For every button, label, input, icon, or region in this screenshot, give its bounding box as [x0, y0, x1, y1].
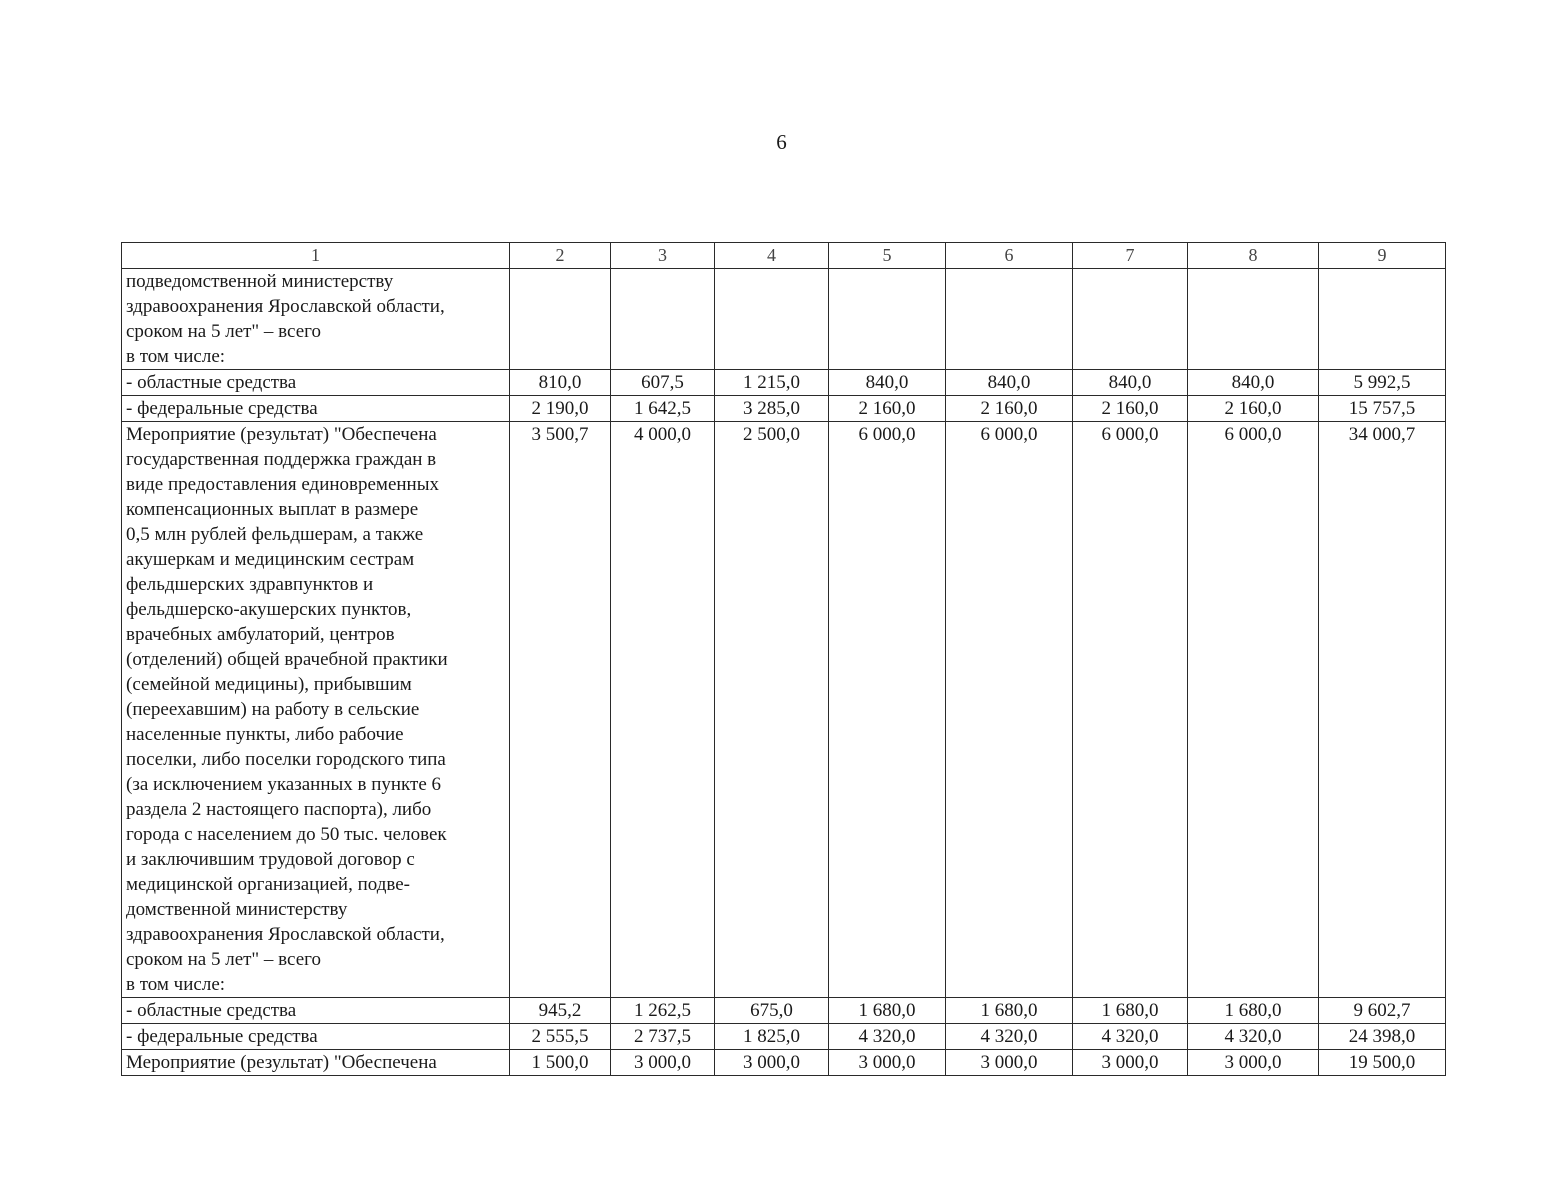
table-row — [122, 370, 1446, 396]
row-label-line: медицинской организацией, подве- — [126, 874, 411, 895]
value-cell-col-3 — [611, 269, 715, 370]
row-label — [122, 998, 510, 1024]
value-cell-col-4: 1 215,0 — [715, 370, 829, 396]
value-cell-col-5: 2 160,0 — [829, 396, 946, 422]
row-label — [122, 1024, 510, 1050]
value-cell-col-4: 3 000,0 — [715, 1050, 829, 1076]
value-cell-col-2: 945,2 — [510, 998, 611, 1024]
value-cell-col-9: 34 000,7 — [1319, 422, 1446, 998]
value-cell-col-9: 9 602,7 — [1319, 998, 1446, 1024]
value-cell-col-4: 2 500,0 — [715, 422, 829, 998]
value-cell-col-7: 4 320,0 — [1073, 1024, 1188, 1050]
value-cell-col-7: 1 680,0 — [1073, 998, 1188, 1024]
header-col-7: 7 — [1073, 243, 1188, 269]
value-cell-col-6: 4 320,0 — [946, 1024, 1073, 1050]
row-label-line: здравоохранения Ярославской области, — [126, 924, 445, 945]
row-label-line: - федеральные средства — [126, 1026, 318, 1047]
value-cell-col-8 — [1188, 269, 1319, 370]
value-cell-col-9: 15 757,5 — [1319, 396, 1446, 422]
row-label-line: фельдшерских здравпунктов и — [126, 574, 374, 595]
row-label-line: в том числе: — [126, 974, 226, 995]
row-label-line: подведомственной министерству — [126, 271, 394, 292]
value-cell-col-8: 4 320,0 — [1188, 1024, 1319, 1050]
value-cell-col-6: 6 000,0 — [946, 422, 1073, 998]
header-col-6: 6 — [946, 243, 1073, 269]
value-cell-col-6 — [946, 269, 1073, 370]
value-cell-col-8: 1 680,0 — [1188, 998, 1319, 1024]
value-cell-col-6: 3 000,0 — [946, 1050, 1073, 1076]
header-col-5: 5 — [829, 243, 946, 269]
table-row — [122, 269, 1446, 370]
row-label-line: (отделений) общей врачебной практики — [126, 649, 448, 670]
row-label — [122, 396, 510, 422]
value-cell-col-6: 1 680,0 — [946, 998, 1073, 1024]
value-cell-col-2: 2 555,5 — [510, 1024, 611, 1050]
value-cell-col-5: 840,0 — [829, 370, 946, 396]
page-number: 6 — [776, 130, 787, 154]
row-label-line: и заключившим трудовой договор с — [126, 849, 415, 870]
value-cell-col-3: 2 737,5 — [611, 1024, 715, 1050]
value-cell-col-8: 6 000,0 — [1188, 422, 1319, 998]
value-cell-col-5 — [829, 269, 946, 370]
row-label-line: 0,5 млн рублей фельдшерам, а также — [126, 524, 424, 545]
row-label-line: поселки, либо поселки городского типа — [126, 749, 446, 770]
row-label-line: сроком на 5 лет" – всего — [126, 949, 321, 970]
table-row — [122, 1050, 1446, 1076]
header-col-8: 8 — [1188, 243, 1319, 269]
row-label-line: (переехавшим) на работу в сельские — [126, 699, 420, 720]
row-label-line: виде предоставления единовременных — [126, 474, 439, 495]
row-label-line: - областные средства — [126, 1000, 297, 1021]
row-label-line: раздела 2 настоящего паспорта), либо — [126, 799, 432, 820]
row-label-line: (семейной медицины), прибывшим — [126, 674, 412, 695]
row-label-line: домственной министерству — [126, 899, 348, 920]
value-cell-col-8: 840,0 — [1188, 370, 1319, 396]
header-col-1: 1 — [122, 243, 510, 269]
row-label-line: здравоохранения Ярославской области, — [126, 296, 445, 317]
value-cell-col-4 — [715, 269, 829, 370]
row-label-line: Мероприятие (результат) "Обеспечена — [126, 424, 437, 445]
value-cell-col-2: 2 190,0 — [510, 396, 611, 422]
value-cell-col-9: 24 398,0 — [1319, 1024, 1446, 1050]
value-cell-col-2: 3 500,7 — [510, 422, 611, 998]
value-cell-col-2 — [510, 269, 611, 370]
row-label-line: сроком на 5 лет" – всего — [126, 321, 321, 342]
value-cell-col-6: 840,0 — [946, 370, 1073, 396]
value-cell-col-9: 19 500,0 — [1319, 1050, 1446, 1076]
table-row — [122, 396, 1446, 422]
value-cell-col-4: 675,0 — [715, 998, 829, 1024]
row-label-line: - областные средства — [126, 372, 297, 393]
value-cell-col-7: 6 000,0 — [1073, 422, 1188, 998]
header-col-4: 4 — [715, 243, 829, 269]
value-cell-col-8: 2 160,0 — [1188, 396, 1319, 422]
header-col-2: 2 — [510, 243, 611, 269]
value-cell-col-7: 2 160,0 — [1073, 396, 1188, 422]
value-cell-col-3: 607,5 — [611, 370, 715, 396]
value-cell-col-5: 3 000,0 — [829, 1050, 946, 1076]
row-label-line: фельдшерско-акушерских пунктов, — [126, 599, 412, 620]
row-label-line: врачебных амбулаторий, центров — [126, 624, 395, 645]
budget-table — [121, 242, 1446, 1076]
header-row — [122, 243, 1446, 269]
value-cell-col-3: 3 000,0 — [611, 1050, 715, 1076]
value-cell-col-4: 1 825,0 — [715, 1024, 829, 1050]
value-cell-col-7: 3 000,0 — [1073, 1050, 1188, 1076]
value-cell-col-5: 6 000,0 — [829, 422, 946, 998]
header-col-9: 9 — [1319, 243, 1446, 269]
value-cell-col-3: 1 642,5 — [611, 396, 715, 422]
row-label-line: (за исключением указанных в пункте 6 — [126, 774, 442, 795]
table-row — [122, 422, 1446, 998]
value-cell-col-3: 1 262,5 — [611, 998, 715, 1024]
table-row — [122, 998, 1446, 1024]
row-label-line: акушеркам и медицинским сестрам — [126, 549, 415, 570]
row-label — [122, 269, 510, 370]
value-cell-col-2: 810,0 — [510, 370, 611, 396]
row-label-line: компенсационных выплат в размере — [126, 499, 419, 520]
row-label-line: Мероприятие (результат) "Обеспечена — [126, 1052, 437, 1073]
value-cell-col-5: 4 320,0 — [829, 1024, 946, 1050]
value-cell-col-8: 3 000,0 — [1188, 1050, 1319, 1076]
value-cell-col-3: 4 000,0 — [611, 422, 715, 998]
value-cell-col-9 — [1319, 269, 1446, 370]
value-cell-col-7 — [1073, 269, 1188, 370]
row-label-line: государственная поддержка граждан в — [126, 449, 437, 470]
value-cell-col-2: 1 500,0 — [510, 1050, 611, 1076]
value-cell-col-4: 3 285,0 — [715, 396, 829, 422]
row-label — [122, 422, 510, 998]
row-label — [122, 1050, 510, 1076]
value-cell-col-6: 2 160,0 — [946, 396, 1073, 422]
table-row — [122, 1024, 1446, 1050]
row-label-line: в том числе: — [126, 346, 226, 367]
row-label — [122, 370, 510, 396]
row-label-line: - федеральные средства — [126, 398, 318, 419]
value-cell-col-9: 5 992,5 — [1319, 370, 1446, 396]
row-label-line: населенные пункты, либо рабочие — [126, 724, 404, 745]
row-label-line: города с населением до 50 тыс. человек — [126, 824, 447, 845]
value-cell-col-7: 840,0 — [1073, 370, 1188, 396]
header-col-3: 3 — [611, 243, 715, 269]
value-cell-col-5: 1 680,0 — [829, 998, 946, 1024]
